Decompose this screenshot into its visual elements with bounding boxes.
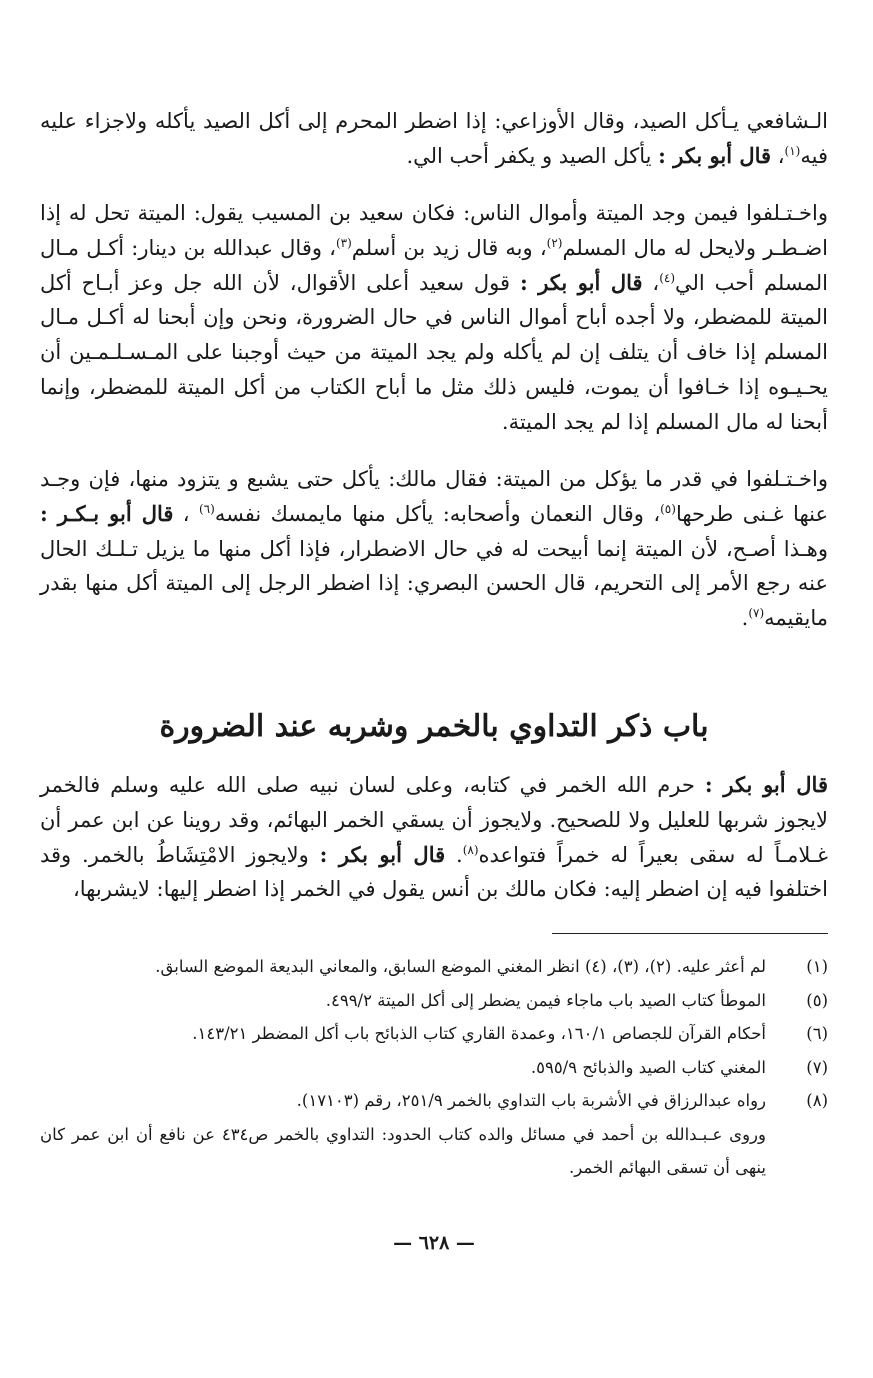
footnote-text: أحكام القرآن للجصاص ١٦٠/١، وعمدة القاري كتاب الذبائح باب أكل المضطر ١٤٣/٢١. (192, 1024, 766, 1043)
footnote-item (40, 1017, 828, 1051)
footnote-ref[interactable]: (٥) (660, 501, 676, 516)
footnote-divider (552, 933, 828, 934)
paragraph-text: ، وقال النعمان وأصحابه: يأكل منها مايمسك نفسه (214, 501, 661, 526)
footnote-item (40, 984, 828, 1018)
footnote-ref[interactable]: (٣) (335, 235, 352, 250)
paragraph-text: ، وقال عبدالله بن دينار: أكـل مـال المسلم أحب الي (40, 235, 828, 295)
footnote-ref[interactable]: (٤) (659, 270, 676, 285)
paragraph-text: ، (777, 143, 785, 168)
footnote-ref[interactable]: (٨) (462, 842, 479, 857)
speaker-label: قال أبو بكر : (319, 841, 446, 867)
speaker-label: قال أبو بكر : (519, 269, 643, 295)
footnote-text: المغني كتاب الصيد والذبائح ٥٩٥/٩. (530, 1057, 766, 1077)
paragraph-text: قول سعيد أعلى الأقوال، لأن الله جل وعز أبـاح أكل الميتة للمضطر، ولا أجده أباح أموال الناس في حال الضرورة، ونحن وإن أبحنا له أكـل مـال المسلم إذا خاف أن يتلف إن لم يأكله ولم يجد الميتة من حيث أوجبنا على المـسـلـمـين أن يحـيـوه إذا خـافوا أن يموت، فليس ذلك مثل ما أباح الكتاب من أكل الميتة للمضطر، وإنما أبحنا له مال المسلم إذا لم يجد الميتة. (40, 270, 829, 434)
footnote-number: (٦) (806, 1024, 828, 1043)
paragraph-text: . (741, 606, 749, 631)
section-heading: باب ذكر التداوي بالخمر وشربه عند الضرورة (159, 709, 709, 744)
footnote-ref[interactable]: (٧) (748, 606, 765, 621)
paragraph-text: وهـذا أصـح، لأن الميتة إنما أبيحت له في حال الاضطرار، فإذا أكل منها ما يزيل تـلـك الحال عنه رجع الأمر إلى التحريم، قال الحسن البصري: إذا اضطر الرجل إلى الميتة أكل منها بقدر مايقيمه (40, 536, 828, 631)
speaker-label: قال أبو بكر : (704, 772, 828, 797)
paragraph-text: ، (182, 501, 190, 526)
paragraph-text: حرم الله الخمر في كتابه، وعلى لسان نبيه صلى الله عليه وسلم فالخمر لايجوز شربها للعليل ولا للصحيح. ولايجوز أن يسقي الخمر البهائم، وقد روينا عن ابن عمر أن غـلامـاً له سقى بعيراً له خمراً فتواعده (40, 773, 828, 867)
footnote-item (40, 1084, 828, 1118)
paragraph-text: يأكل الصيد و يكفر أحب الي. (406, 143, 652, 168)
paragraph-text: ولايجوز الامْتِشَاطُ بالخمر. وقد اختلفوا فيه إن اضطر إليه: فكان مالك بن أنس يقول في الخمر إذا اضطر إليها: لايشربها، (40, 842, 828, 902)
paragraph-text: واخـتـلفوا فيمن وجد الميتة وأموال الناس: فكان سعيد بن المسيب يقول: الميتة تحل له إذا اضـطـر ولايحل له مال المسلم (40, 201, 828, 260)
paragraph-3 (40, 462, 828, 636)
footnote-text: الموطأ كتاب الصيد باب ماجاء فيمن يضطر إلى أكل الميتة ٤٩٩/٢. (325, 990, 766, 1010)
footnote-number: (٨) (806, 1091, 828, 1110)
paragraph-1 (40, 104, 828, 174)
paragraph-text: واخـتـلفوا في قدر ما يؤكل من الميتة: فقال مالك: يأكل حتى يشبع و يتزود منها، فإن وجـد عنها غـنى طرحها (40, 467, 828, 526)
footnote-number: (١) (806, 957, 828, 976)
footnote-ref[interactable]: (٢) (546, 235, 563, 250)
footnote-number: (٥) (806, 990, 828, 1010)
footnote-number: (٧) (806, 1057, 828, 1077)
paragraph-text: ، (652, 270, 660, 295)
footnote-text: رواه عبدالرزاق في الأشربة باب التداوي بالخمر ٢٥١/٩، رقم (١٧١٠٣). (296, 1091, 766, 1110)
footnote-item (40, 950, 828, 984)
footnotes (40, 950, 828, 1185)
speaker-label: قال أبو بكر : (658, 142, 772, 168)
speaker-label: قال أبو بـكـر : (40, 500, 174, 526)
footnote-ref[interactable]: (١) (784, 143, 801, 158)
paragraph-text: . (456, 842, 463, 867)
paragraph-text: ، وبه قال زيد بن أسلم (351, 235, 547, 260)
paragraph-2 (40, 196, 828, 440)
paragraph-4 (40, 768, 828, 907)
footnote-text: لم أعثر عليه. (٢)، (٣)، (٤) انظر المغني الموضع السابق، والمعاني البديعة الموضع السابق. (155, 957, 766, 976)
page-number: — ٦٢٨ — (393, 1232, 475, 1254)
paragraph-text: الـشافعي يـأكل الصيد، وقال الأوزاعي: إذا اضطر المحرم إلى أكل الصيد يأكله ولاجزاء عليه فيه (40, 109, 828, 168)
document-page (40, 0, 828, 1378)
footnote-item (40, 1051, 828, 1085)
footnote-continuation: وروى عـبـدالله بن أحمد في مسائل والده كتاب الحدود: التداوي بالخمر ص٤٣٤ عن نافع أن ابن عمر كان ينهى أن تسقى البهائم الخمر. (40, 1124, 766, 1177)
footnote-ref[interactable]: (٦) (198, 501, 215, 516)
